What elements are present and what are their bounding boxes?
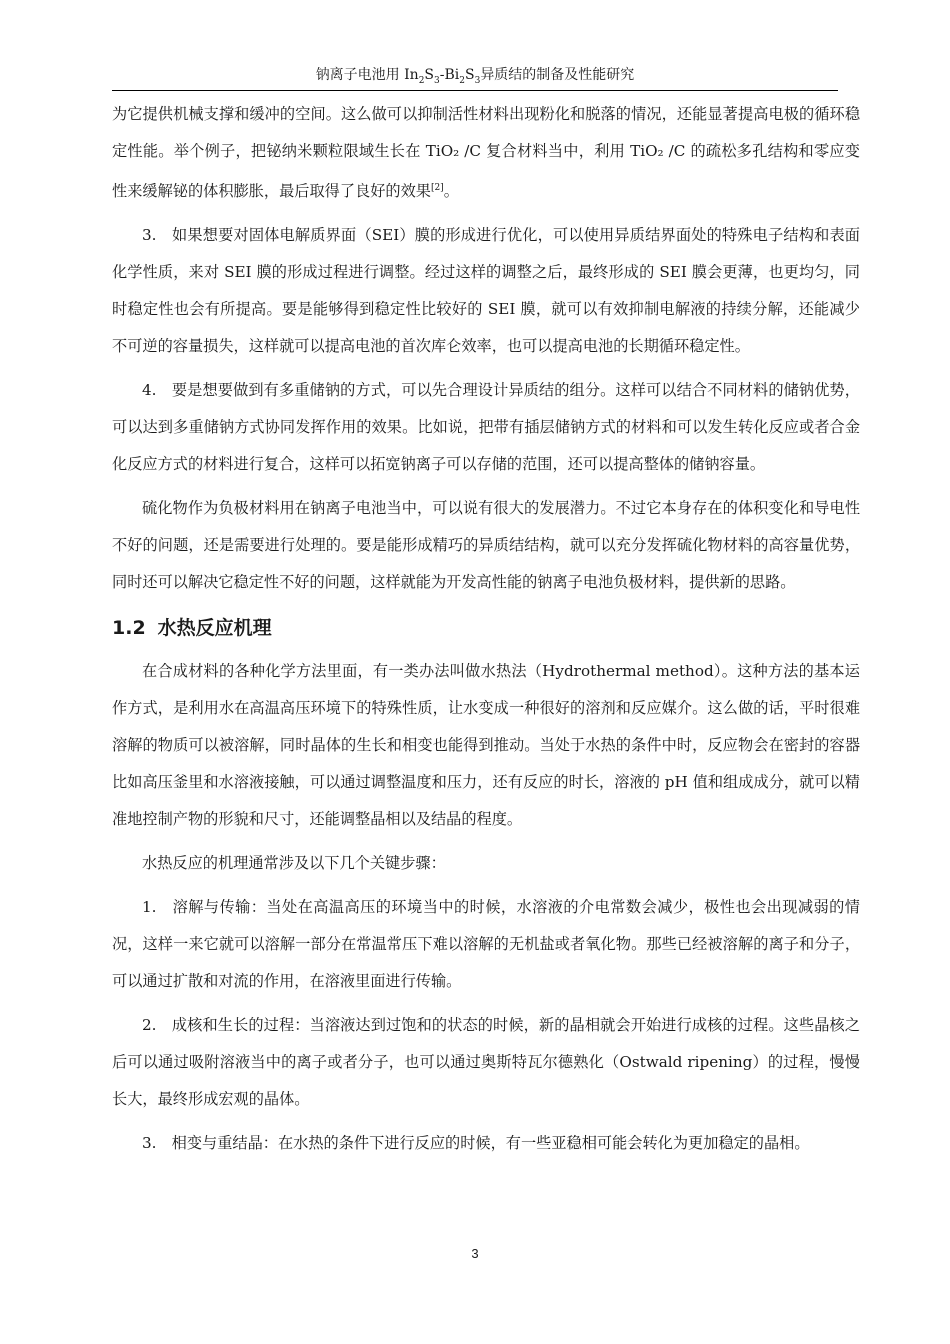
header-subscript: 3 (474, 75, 481, 86)
section-heading (112, 613, 860, 643)
paragraph-continuation (112, 96, 860, 210)
header-text: S (464, 67, 475, 83)
paragraph-hydrothermal-intro: 在合成材料的各种化学方法里面，有一类办法叫做水热法（Hydrothermal method）。这种方法的基本运作方式，是利用水在高温高压环境下的特殊性质，让水变成一种很好的溶剂和反应媒介。这么做的话，平时很难溶解的物质可以被溶解，同时晶体的生长和相变也能得到推动。当处于水热的条件中时，反应物会在密封的容器比如高压釜里和水溶液接触，可以通过调整温度和压力，还有反应的时长，溶液的 pH 值和组成成分，就可以精准地控制产物的形貌和尺寸，还能调整晶相以及结晶的程度。 (112, 662, 860, 829)
page-number: 3 (471, 1246, 479, 1261)
paragraph-steps-intro: 水热反应的机理通常涉及以下几个关键步骤： (142, 854, 446, 873)
paragraph-text: 。 (443, 182, 459, 201)
paragraph-summary: 硫化物作为负极材料用在钠离子电池当中，可以说有很大的发展潜力。不过它本身存在的体积变化和导电性不好的问题，还是需要进行处理的。要是能形成精巧的异质结结构，就可以充分发挥硫化物材料的高容量优势，同时还可以解决它稳定性不好的问题，这样就能为开发高性能的钠离子电池负极材料，提供新的思路。 (112, 499, 860, 592)
header-text: -Bi (439, 67, 460, 83)
header-text: 异质结的制备及性能研究 (480, 67, 635, 83)
section-title-text: 水热反应机理 (157, 617, 272, 640)
header-subscript: 2 (459, 75, 465, 86)
list-item-3b: 3. 相变与重结晶：在水热的条件下进行反应的时候，有一些亚稳相可能会转化为更加稳定的晶相。 (142, 1134, 810, 1153)
header-subscript: 3 (434, 75, 440, 86)
list-item-2: 2. 成核和生长的过程：当溶液达到过饱和的状态的时候，新的晶相就会开始进行成核的过程。这些晶核之后可以通过吸附溶液当中的离子或者分子，也可以通过奥斯特瓦尔德熟化（Ostwald ripening）的过程，慢慢长大，最终形成宏观的晶体。 (112, 1016, 860, 1109)
list-item-1: 1. 溶解与传输：当处在高温高压的环境当中的时候，水溶液的介电常数会减少，极性也会出现减弱的情况，这样一来它就可以溶解一部分在常温常压下难以溶解的无机盐或者氧化物。那些已经被溶解的离子和分子，可以通过扩散和对流的作用，在溶液里面进行传输。 (112, 898, 860, 991)
list-item-4: 4. 要是想要做到有多重储钠的方式，可以先合理设计异质结的组分。这样可以结合不同材料的储钠优势，可以达到多重储钠方式协同发挥作用的效果。比如说，把带有插层储钠方式的材料和可以发生转化反应或者合金化反应方式的材料进行复合，这样可以拓宽钠离子可以存储的范围，还可以提高整体的储钠容量。 (112, 381, 860, 474)
paragraph-text: 为它提供机械支撑和缓冲的空间。这么做可以抑制活性材料出现粉化和脱落的情况，还能显著提高电极的循环稳定性能。举个例子，把铋纳米颗粒限域生长在 TiO₂ /C 复合材料当中，利用 TiO₂ /C 的疏松多孔结构和零应变性来缓解铋的体积膨胀，最后取得了良好的效果 (112, 105, 860, 201)
header-text: S (424, 67, 435, 83)
body-text (112, 96, 860, 1169)
list-item-3: 3. 如果想要对固体电解质界面（SEI）膜的形成进行优化，可以使用异质结界面处的特殊电子结构和表面化学性质，来对 SEI 膜的形成过程进行调整。经过这样的调整之后，最终形成的 SEI 膜会更薄，也更均匀，同时稳定性也会有所提高。要是能够得到稳定性比较好的 SEI 膜，就可以有效抑制电解液的持续分解，还能减少不可逆的容量损失，这样就可以提高电池的首次库仑效率，也可以提高电池的长期循环稳定性。 (112, 226, 860, 356)
header-text: 钠离子电池用 In (315, 67, 419, 83)
running-header (112, 64, 838, 91)
section-number: 1.2 (112, 617, 146, 640)
header-subscript: 2 (418, 75, 425, 86)
citation-ref[interactable]: [2] (430, 183, 444, 193)
